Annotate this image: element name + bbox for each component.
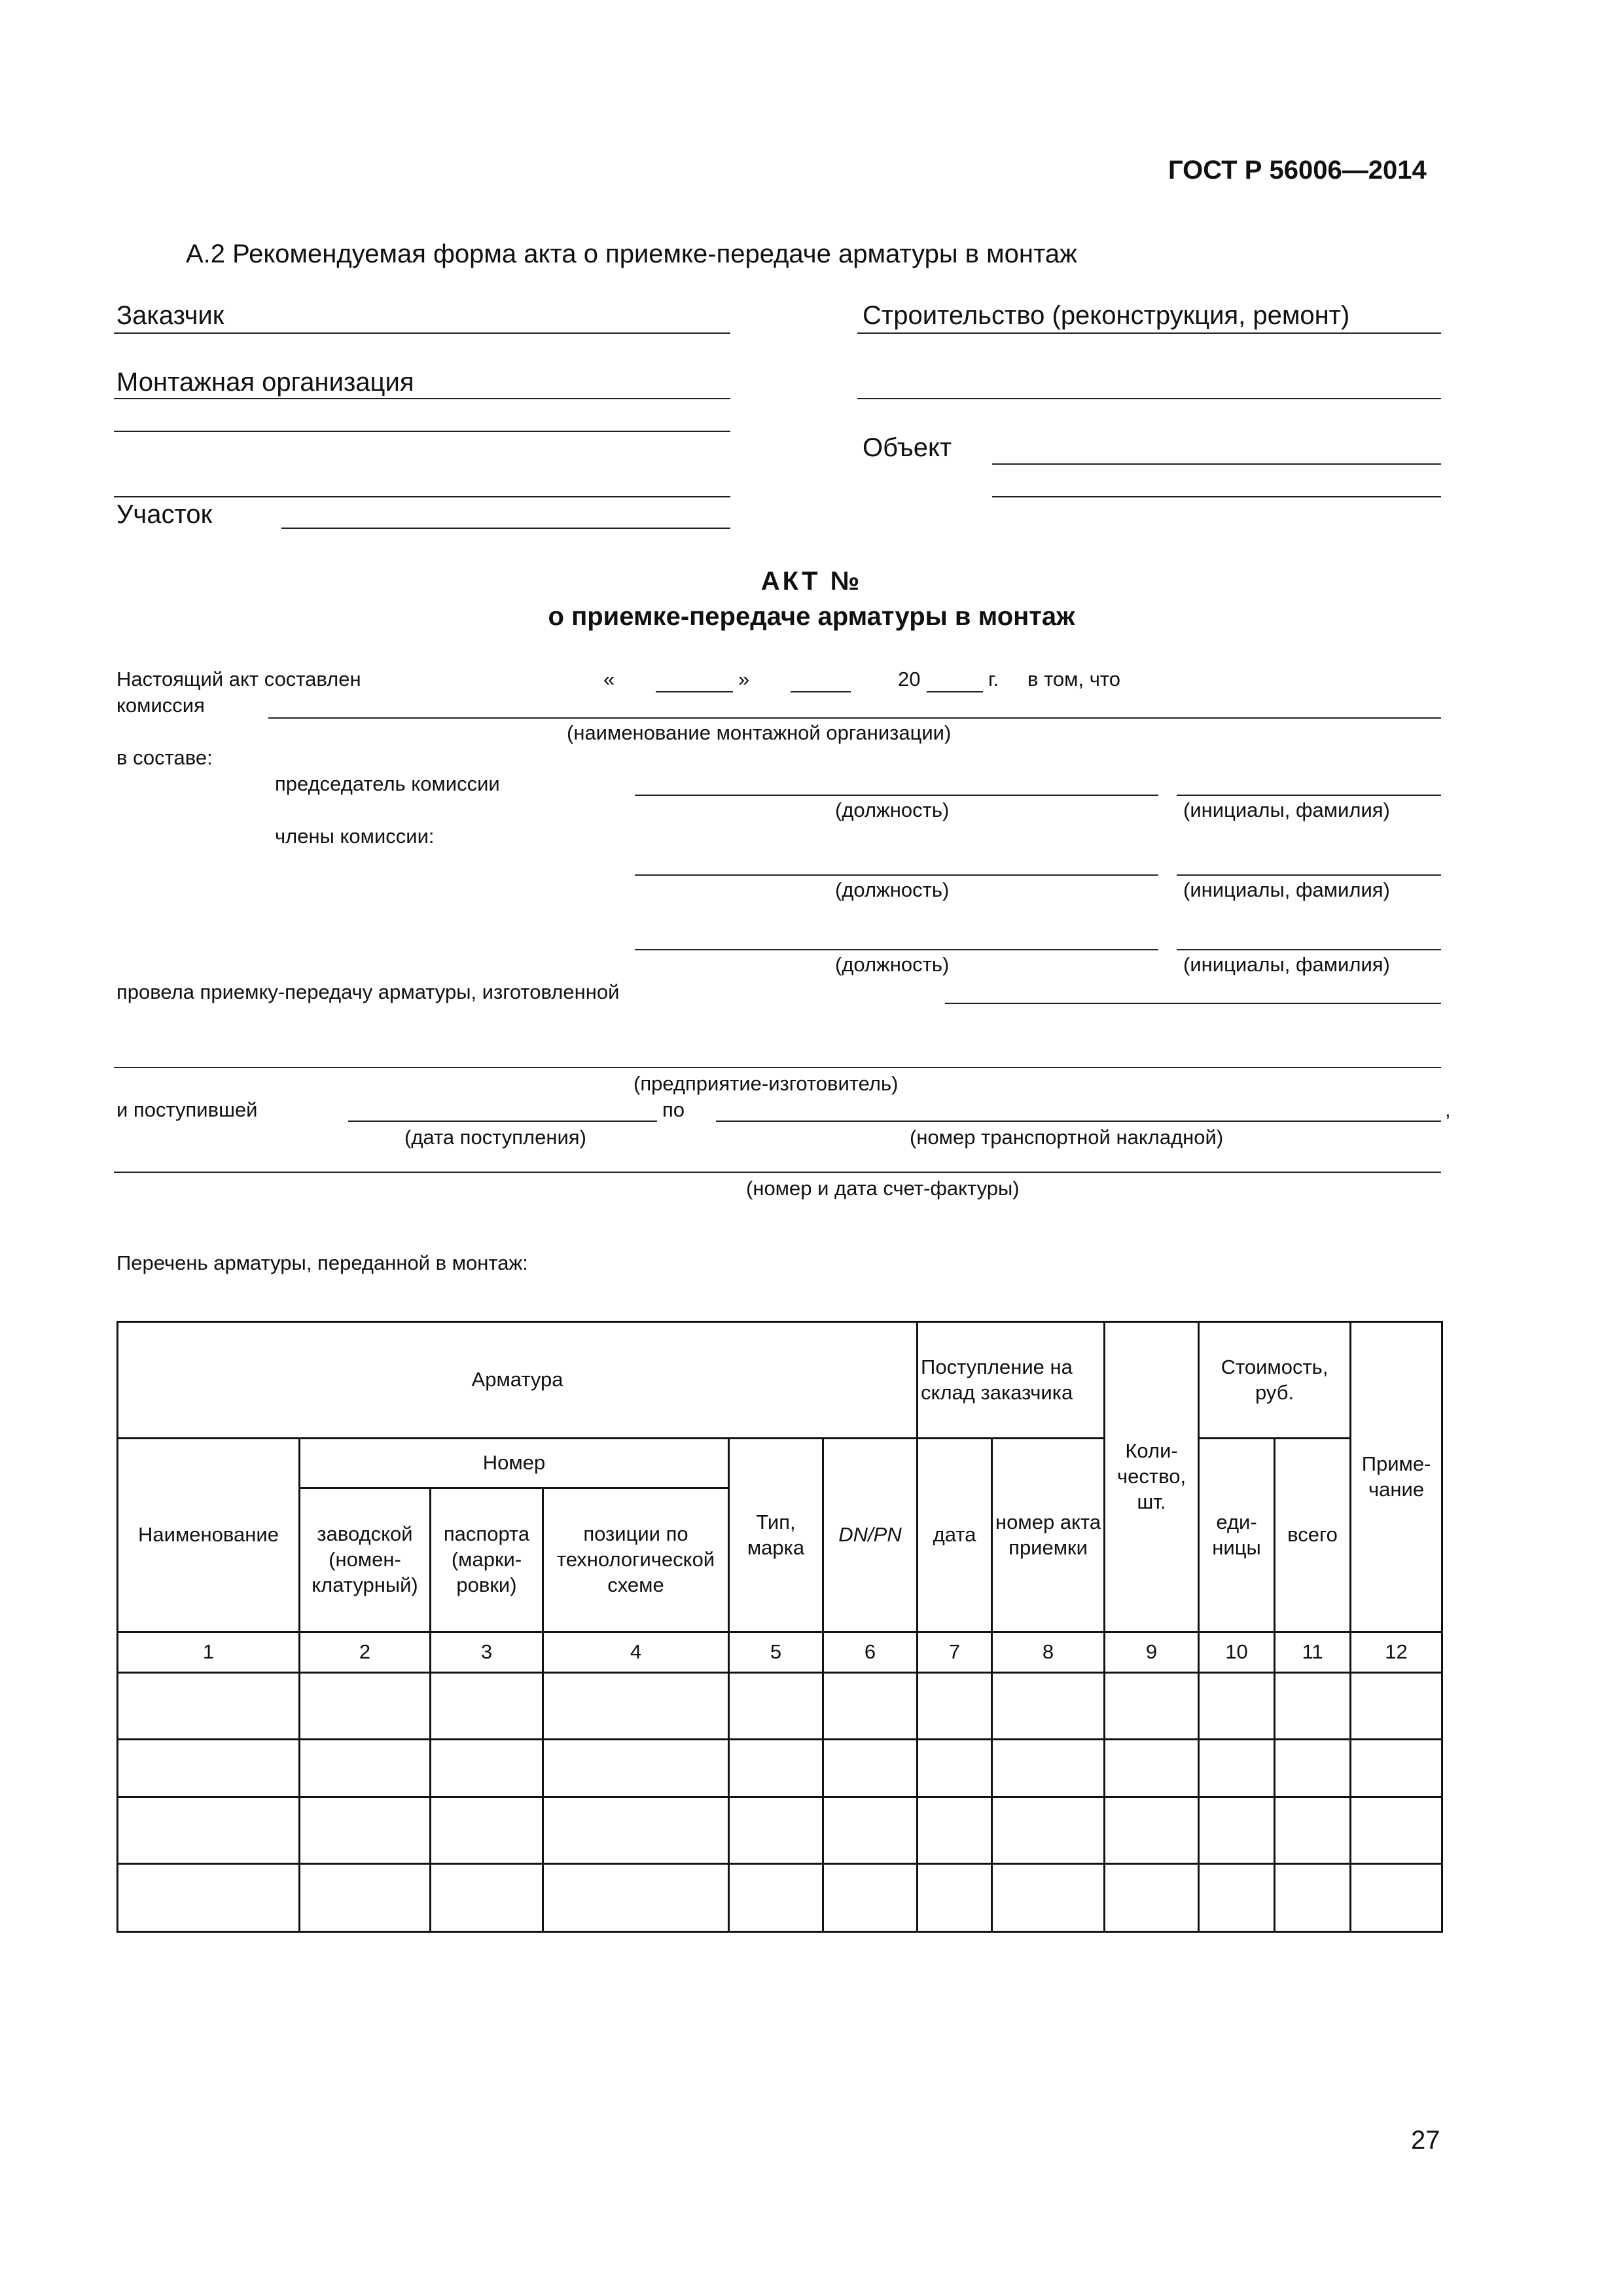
comma: , <box>1445 1098 1451 1121</box>
column-number: 3 <box>431 1632 543 1673</box>
chairman-position-line[interactable] <box>635 795 1158 796</box>
table-cell[interactable] <box>1275 1673 1351 1740</box>
drawn-up-text: Настоящий акт составлен <box>116 668 361 691</box>
table-cell[interactable] <box>118 1864 300 1932</box>
table-cell[interactable] <box>1105 1740 1199 1797</box>
table-cell[interactable] <box>729 1864 823 1932</box>
object-label: Объект <box>863 433 952 462</box>
date-received-line[interactable] <box>348 1121 657 1122</box>
header-armatura: Арматура <box>118 1322 918 1439</box>
column-number: 2 <box>300 1632 431 1673</box>
header-date: дата <box>918 1439 992 1632</box>
header-number: Номер <box>300 1439 729 1488</box>
table-cell[interactable] <box>1351 1673 1442 1740</box>
column-number: 5 <box>729 1632 823 1673</box>
table-cell[interactable] <box>431 1797 543 1864</box>
table-cell[interactable] <box>300 1740 431 1797</box>
year-prefix: 20 <box>898 668 921 691</box>
table-cell[interactable] <box>729 1797 823 1864</box>
column-number: 1 <box>118 1632 300 1673</box>
table-cell[interactable] <box>1199 1797 1275 1864</box>
date-caption: (дата поступления) <box>404 1126 586 1149</box>
invoice-line[interactable] <box>114 1172 1441 1173</box>
table-cell[interactable] <box>823 1740 918 1797</box>
commission-text: комиссия <box>116 694 205 717</box>
accepted-text: провела приемку-передачу арматуры, изготовленной <box>116 980 620 1003</box>
table-cell[interactable] <box>918 1740 992 1797</box>
day-line[interactable] <box>656 691 733 692</box>
header-note: Приме-чание <box>1351 1322 1442 1632</box>
table-cell[interactable] <box>918 1864 992 1932</box>
table-cell[interactable] <box>992 1864 1105 1932</box>
table-cell[interactable] <box>431 1864 543 1932</box>
quote-open: « <box>603 668 615 691</box>
by-text: по <box>662 1098 685 1121</box>
year-line[interactable] <box>927 691 983 692</box>
column-numbers-row <box>118 1632 1442 1673</box>
in-that-text: в том, что <box>1027 668 1120 691</box>
invoice-caption: (номер и дата счет-фактуры) <box>746 1177 1020 1200</box>
table-cell[interactable] <box>300 1797 431 1864</box>
list-title: Перечень арматуры, переданной в монтаж: <box>116 1251 528 1274</box>
column-number: 9 <box>1105 1632 1199 1673</box>
month-line[interactable] <box>791 691 851 692</box>
table-row[interactable] <box>118 1673 1442 1740</box>
waybill-line[interactable] <box>716 1121 1441 1122</box>
section-label: Участок <box>116 500 213 529</box>
member2-name-line[interactable] <box>1177 949 1441 950</box>
table-cell[interactable] <box>118 1740 300 1797</box>
table-cell[interactable] <box>1275 1864 1351 1932</box>
installer-line-2[interactable] <box>114 431 730 432</box>
header-unit: еди-ницы <box>1199 1439 1275 1632</box>
table-cell[interactable] <box>992 1797 1105 1864</box>
table-cell[interactable] <box>543 1740 729 1797</box>
table-cell[interactable] <box>1105 1797 1199 1864</box>
column-number: 10 <box>1199 1632 1275 1673</box>
table-cell[interactable] <box>729 1673 823 1740</box>
table-cell[interactable] <box>543 1797 729 1864</box>
section-line[interactable] <box>281 528 730 529</box>
manufacturer-line-2[interactable] <box>114 1067 1441 1068</box>
header-dnpn: DN/PN <box>823 1439 918 1632</box>
table-cell[interactable] <box>992 1673 1105 1740</box>
composition-text: в составе: <box>116 746 213 769</box>
name-caption-1: (инициалы, фамилия) <box>1183 798 1390 821</box>
customer-label: Заказчик <box>116 301 224 330</box>
column-number: 7 <box>918 1632 992 1673</box>
header-quantity: Коли-чество, шт. <box>1105 1322 1199 1632</box>
manufacturer-line-1[interactable] <box>945 1003 1441 1004</box>
header-passport: паспорта (марки-ровки) <box>431 1488 543 1632</box>
table-cell[interactable] <box>431 1740 543 1797</box>
object-line-2[interactable] <box>992 496 1441 497</box>
installer-line[interactable] <box>114 398 730 399</box>
table-cell[interactable] <box>118 1797 300 1864</box>
header-position: позиции по технологической схеме <box>543 1488 729 1632</box>
column-number: 4 <box>543 1632 729 1673</box>
position-caption-3: (должность) <box>835 953 950 976</box>
table-cell[interactable] <box>1351 1797 1442 1864</box>
year-suffix: г. <box>988 668 999 691</box>
received-text: и поступившей <box>116 1098 258 1121</box>
table-cell[interactable] <box>1105 1673 1199 1740</box>
header-total: всего <box>1275 1439 1351 1632</box>
installer-label: Монтажная организация <box>116 368 414 397</box>
column-number: 8 <box>992 1632 1105 1673</box>
header-type: Тип, марка <box>729 1439 823 1632</box>
position-caption-2: (должность) <box>835 878 950 901</box>
chairman-name-line[interactable] <box>1177 795 1441 796</box>
table-cell[interactable] <box>1199 1740 1275 1797</box>
customer-line[interactable] <box>114 332 730 334</box>
chairman-text: председатель комиссии <box>275 772 500 795</box>
commission-line[interactable] <box>268 717 1441 719</box>
table-cell[interactable] <box>729 1740 823 1797</box>
act-title: АКТ № <box>760 567 863 596</box>
object-line[interactable] <box>992 463 1441 465</box>
table-cell[interactable] <box>300 1673 431 1740</box>
commission-caption: (наименование монтажной организации) <box>567 721 952 744</box>
table-row[interactable] <box>118 1740 1442 1797</box>
header-act-no: номер акта приемки <box>992 1439 1105 1632</box>
section-title: А.2 Рекомендуемая форма акта о приемке-передаче арматуры в монтаж <box>186 240 1077 268</box>
table-cell[interactable] <box>823 1797 918 1864</box>
table-cell[interactable] <box>431 1673 543 1740</box>
table-cell[interactable] <box>118 1673 300 1740</box>
header-receipt: Поступление на склад заказчика <box>918 1322 1105 1439</box>
name-caption-3: (инициалы, фамилия) <box>1183 953 1390 976</box>
member1-position-line[interactable] <box>635 874 1158 876</box>
members-text: члены комиссии: <box>275 825 435 848</box>
table-row[interactable] <box>118 1797 1442 1864</box>
construction-label: Строительство (реконструкция, ремонт) <box>863 301 1350 330</box>
table-cell[interactable] <box>543 1673 729 1740</box>
table-cell[interactable] <box>1351 1864 1442 1932</box>
page-number: 27 <box>1411 2126 1440 2155</box>
construction-line-2[interactable] <box>857 398 1441 399</box>
fittings-table <box>116 1321 1443 1933</box>
table-cell[interactable] <box>1275 1740 1351 1797</box>
column-number: 6 <box>823 1632 918 1673</box>
column-number: 11 <box>1275 1632 1351 1673</box>
table-cell[interactable] <box>992 1740 1105 1797</box>
manufacturer-caption: (предприятие-изготовитель) <box>633 1072 899 1095</box>
table-cell[interactable] <box>300 1864 431 1932</box>
name-caption-2: (инициалы, фамилия) <box>1183 878 1390 901</box>
member1-name-line[interactable] <box>1177 874 1441 876</box>
member2-position-line[interactable] <box>635 949 1158 950</box>
table-cell[interactable] <box>1105 1864 1199 1932</box>
table-cell[interactable] <box>918 1673 992 1740</box>
table-cell[interactable] <box>823 1864 918 1932</box>
installer-line-3[interactable] <box>114 496 730 497</box>
header-cost: Стоимость, руб. <box>1199 1322 1351 1439</box>
waybill-caption: (номер транспортной накладной) <box>910 1126 1224 1149</box>
standard-number: ГОСТ Р 56006—2014 <box>1168 156 1427 185</box>
table-cell[interactable] <box>1199 1864 1275 1932</box>
act-subtitle: о приемке-передаче арматуры в монтаж <box>548 602 1075 631</box>
table-cell[interactable] <box>823 1673 918 1740</box>
column-number: 12 <box>1351 1632 1442 1673</box>
position-caption-1: (должность) <box>835 798 950 821</box>
construction-line[interactable] <box>857 332 1441 334</box>
quote-close: » <box>738 668 750 691</box>
header-name: Наименование <box>118 1439 300 1632</box>
table-cell[interactable] <box>918 1797 992 1864</box>
table-cell[interactable] <box>1351 1740 1442 1797</box>
header-factory: заводской (номен-клатурный) <box>300 1488 431 1632</box>
table-cell[interactable] <box>1275 1797 1351 1864</box>
table-cell[interactable] <box>543 1864 729 1932</box>
table-row[interactable] <box>118 1864 1442 1932</box>
table-cell[interactable] <box>1199 1673 1275 1740</box>
